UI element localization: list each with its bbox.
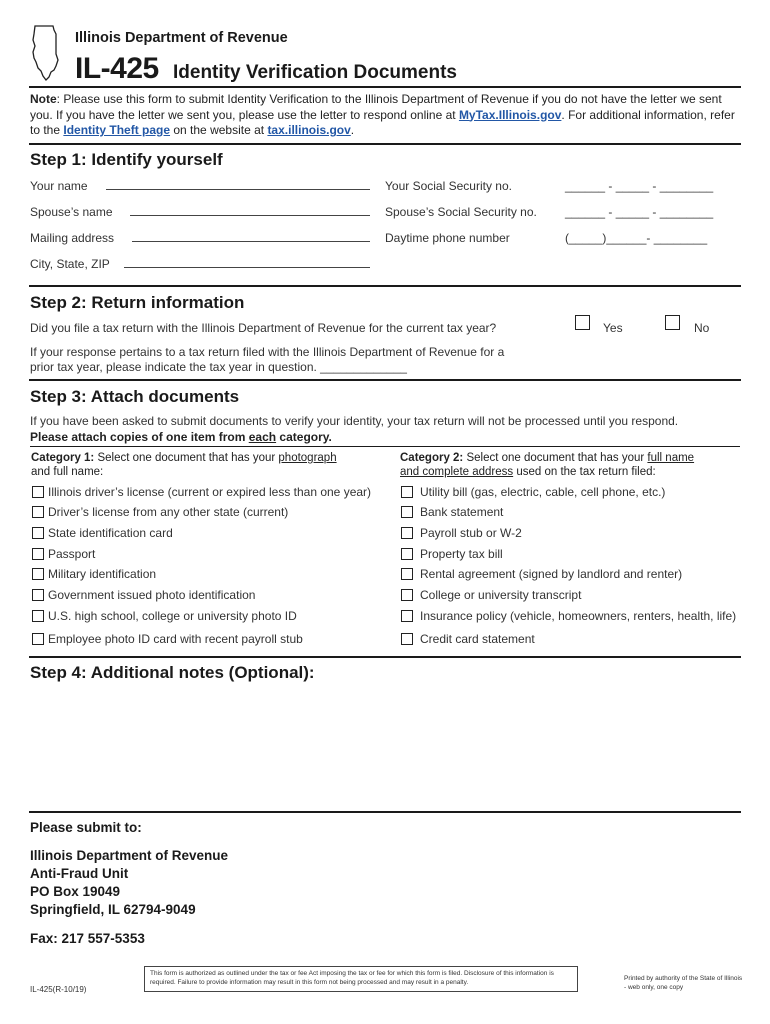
tax-illinois-link[interactable]: tax.illinois.gov	[267, 123, 351, 137]
category2-text-b: used on the tax return filed:	[513, 466, 656, 478]
note-label: Note	[30, 92, 57, 106]
submit-address-line1: Illinois Department of Revenue	[30, 848, 229, 863]
disclosure-box: This form is authorized as outlined under the tax or fee Act imposing the tax or fee for which this form is filed. Disclosure of this information is required. Failure to provide information may result in this form not being processed and may result in a penalty.	[144, 966, 578, 992]
category1-item-label-4: Passport	[48, 547, 96, 561]
form-number: IL-425	[75, 52, 159, 85]
category2-checkbox-1[interactable]	[401, 486, 413, 498]
city-state-zip-label: City, State, ZIP	[30, 257, 110, 271]
step1-rule	[29, 143, 741, 145]
step4-title: Step 4: Additional notes (Optional):	[30, 663, 315, 682]
mailing-address-field[interactable]	[132, 241, 370, 242]
mytax-link[interactable]: MyTax.Illinois.gov	[458, 107, 562, 122]
form-title: Identity Verification Documents	[173, 62, 457, 83]
category1-item-label-6: Government issued photo identification	[48, 588, 256, 602]
category1-item-label-3: State identification card	[48, 526, 173, 540]
category2-checkbox-3[interactable]	[401, 527, 413, 539]
note-text-1: : Please use this form to submit Identity Verification to the Illinois Department of Revenue if you do not have the letter we sent you. If you have the letter we sent you, please use the letter to respond online at	[30, 92, 722, 122]
step3-rule	[29, 379, 741, 381]
instruction-text-a: Please attach copies of one item from	[30, 430, 249, 444]
daytime-phone-field[interactable]: (_____)______- ________	[565, 231, 708, 245]
printed-by-authority: Printed by authority of the State of Illinois - web only, one copy	[624, 975, 743, 991]
your-ssn-field[interactable]: ______ - _____ - ________	[565, 179, 714, 193]
category2-label: Category 2:	[400, 452, 464, 464]
category2-complete-address: and complete address	[400, 466, 514, 478]
no-label: No	[694, 321, 710, 335]
spouse-ssn-label: Spouse’s Social Security no.	[385, 205, 537, 219]
note-text-2: . For additional information, refer to the	[30, 107, 735, 137]
category2-item-label-1: Utility bill (gas, electric, cable, cell phone, etc.)	[420, 485, 666, 499]
step2-question: Did you file a tax return with the Illinois Department of Revenue for the current tax year?	[30, 321, 497, 335]
note-text-3: on the website at	[170, 123, 268, 137]
spouse-name-field[interactable]	[130, 215, 370, 216]
category1-checkbox-3[interactable]	[32, 527, 44, 539]
your-name-field[interactable]	[106, 189, 370, 190]
daytime-phone-label: Daytime phone number	[385, 231, 510, 245]
step3-instruction	[30, 430, 332, 444]
category1-checkbox-2[interactable]	[32, 506, 44, 518]
category1-checkbox-7[interactable]	[32, 610, 44, 622]
category2-checkbox-7[interactable]	[401, 610, 413, 622]
note-text-4: .	[350, 123, 355, 137]
step2-title: Step 2: Return information	[30, 293, 245, 312]
header-rule	[29, 86, 741, 88]
category1-checkbox-5[interactable]	[32, 568, 44, 580]
submit-rule	[29, 811, 741, 813]
mailing-address-label: Mailing address	[30, 231, 115, 245]
category2-item-label-4: Property tax bill	[420, 547, 503, 561]
city-state-zip-field[interactable]	[124, 267, 370, 268]
illinois-map-icon	[31, 24, 61, 82]
category2-full-name: full name	[647, 452, 695, 464]
category1-text-a: Select one document that has your	[94, 452, 279, 464]
step1-title: Step 1: Identify yourself	[30, 150, 223, 169]
category1-item-label-1: Illinois driver’s license (current or expired less than one year)	[48, 485, 372, 499]
spouse-name-label: Spouse’s name	[30, 205, 113, 219]
identity-theft-link[interactable]: Identity Theft page	[63, 123, 171, 137]
prior-year-line2[interactable]: prior tax year, please indicate the tax year in question. _____________	[30, 360, 407, 374]
category2-checkbox-5[interactable]	[401, 568, 413, 580]
step4-rule	[29, 656, 741, 658]
category1-item-label-7: U.S. high school, college or university photo ID	[48, 609, 297, 623]
category1-checkbox-1[interactable]	[32, 486, 44, 498]
form-code: IL-425(R-10/19)	[30, 985, 87, 994]
category2-item-label-7: Insurance policy (vehicle, homeowners, renters, health, life)	[420, 609, 737, 623]
category1-checkbox-4[interactable]	[32, 548, 44, 560]
step3-intro: If you have been asked to submit documents to verify your identity, your tax return will not be processed until you respond.	[30, 414, 679, 428]
category1-checkbox-8[interactable]	[32, 633, 44, 645]
category1-heading	[31, 451, 386, 479]
category2-checkbox-4[interactable]	[401, 548, 413, 560]
note-paragraph	[30, 92, 742, 139]
your-name-label: Your name	[30, 179, 88, 193]
category2-checkbox-6[interactable]	[401, 589, 413, 601]
yes-checkbox[interactable]	[575, 315, 590, 330]
category1-text-b: and full name:	[31, 466, 104, 478]
step2-rule	[29, 285, 741, 287]
yes-label: Yes	[603, 321, 623, 335]
category2-checkbox-2[interactable]	[401, 506, 413, 518]
submit-address-line2: Anti-Fraud Unit	[30, 866, 129, 881]
submit-fax: Fax: 217 557-5353	[30, 931, 145, 946]
instruction-each: each	[248, 430, 277, 444]
spouse-ssn-field[interactable]: ______ - _____ - ________	[565, 205, 714, 219]
category1-photograph: photograph	[278, 452, 337, 464]
submit-address-line4: Springfield, IL 62794-9049	[30, 902, 196, 917]
category2-heading	[400, 451, 740, 479]
category1-item-label-8: Employee photo ID card with recent payroll stub	[48, 632, 303, 646]
category2-item-label-6: College or university transcript	[420, 588, 582, 602]
no-checkbox[interactable]	[665, 315, 680, 330]
submit-heading: Please submit to:	[30, 820, 142, 835]
category2-item-label-8: Credit card statement	[420, 632, 535, 646]
category2-item-label-2: Bank statement	[420, 505, 504, 519]
category2-item-label-5: Rental agreement (signed by landlord and renter)	[420, 567, 683, 581]
your-ssn-label: Your Social Security no.	[385, 179, 512, 193]
instruction-text-b: category.	[276, 430, 332, 444]
category1-item-label-2: Driver’s license from any other state (current)	[48, 505, 289, 519]
submit-address-line3: PO Box 19049	[30, 884, 121, 899]
category2-checkbox-8[interactable]	[401, 633, 413, 645]
additional-notes-area[interactable]	[30, 690, 740, 808]
step3-thin-rule	[30, 446, 740, 447]
agency-name: Illinois Department of Revenue	[75, 30, 288, 46]
step3-title: Step 3: Attach documents	[30, 387, 240, 406]
prior-year-line1: If your response pertains to a tax return filed with the Illinois Department of Revenue for a	[30, 345, 505, 359]
category2-text-a: Select one document that has your	[463, 452, 648, 464]
category1-checkbox-6[interactable]	[32, 589, 44, 601]
category1-label: Category 1:	[31, 452, 95, 464]
category1-item-label-5: Military identification	[48, 567, 157, 581]
category2-item-label-3: Payroll stub or W-2	[420, 526, 522, 540]
